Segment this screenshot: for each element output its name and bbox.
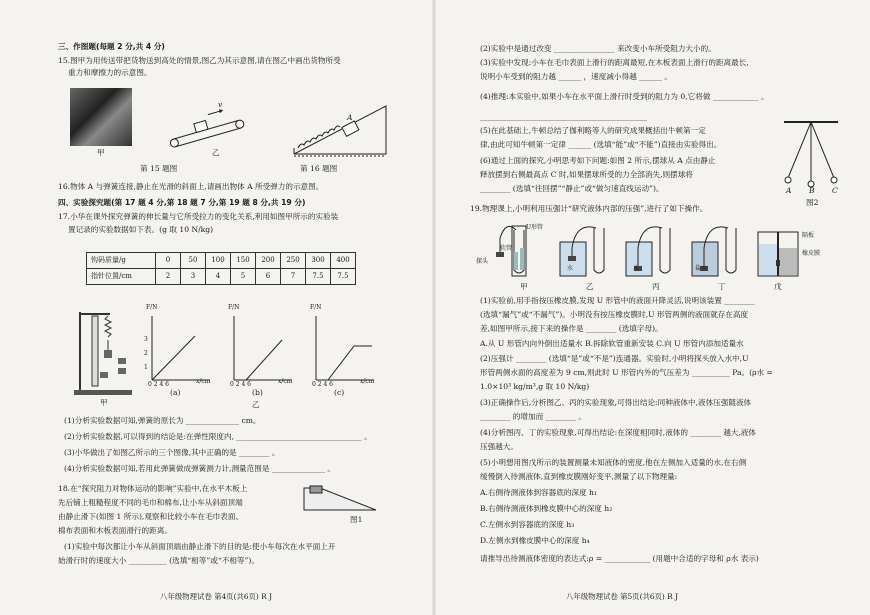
page-5	[436, 0, 870, 615]
graph-b-xt: 0 2 4 6	[230, 381, 251, 388]
fig15-v-label: v	[218, 100, 223, 109]
graph-a	[152, 316, 210, 380]
conveyor-diagram	[160, 98, 250, 154]
graph-b-xlabel: x/cm	[278, 378, 293, 385]
page-4-footer: 八年级物理试卷 第4页(共6页) R J	[160, 592, 273, 601]
graph-c	[316, 316, 374, 380]
q18-5-line1: (5)在此基础上,牛顿总结了伽利略等人的研究成果概括出牛顿第一定	[480, 126, 706, 135]
q18-5-line2: 律,由此可知牛顿第一定律 ______ (选填“能”或“不能”)直接由实验得出。	[480, 140, 722, 149]
q19-5-option-d: D.左侧水到橡皮膜中心的深度 h₄	[480, 536, 590, 545]
q19-5-option-b: B.右侧待测液体到橡皮膜中心的深度 h₂	[480, 504, 613, 513]
q19-4-line1: (4)分析图丙、丁的实验现象,可得出结论:在深度相同时,液体的 ________ 越大,液体	[480, 428, 756, 437]
page-5-footer: 八年级物理试卷 第5页(共6页) R J	[566, 592, 679, 601]
conveyor-photo	[70, 88, 132, 146]
q18-6-line1: (6)通过上面的探究,小明思考如下问题:如图 2 所示,摆球从 A 点由静止	[480, 156, 716, 165]
q17-3: (3)小华做出了如图乙所示的三个图像,其中正确的是 ________ 。	[64, 448, 280, 457]
q18-3-line2: 说明小车受到的阻力越 ______ ，速度减小得越 ______ 。	[480, 72, 672, 81]
table-cell: 3	[181, 269, 206, 285]
graph-c-ylabel: F/N	[310, 304, 322, 311]
fig2-caption: 图2	[806, 198, 819, 207]
q18-2: (2)实验中是通过改变 ________________ 来改变小车所受阻力大小的。	[480, 44, 716, 53]
table-cell: 5	[231, 269, 256, 285]
fig1-caption: 图1	[350, 515, 363, 524]
table-cell: 0	[156, 253, 181, 269]
utube-label: U形管	[526, 224, 544, 231]
fig16-caption: 第 16 题图	[300, 164, 338, 173]
table-row-pointer	[87, 269, 356, 285]
container-wu	[758, 232, 798, 276]
fig19-ding-label: 丁	[718, 282, 726, 291]
table-header-cell: 钩码质量/g	[87, 253, 156, 269]
q19-5-option-a: A.右侧待测液体到容器底的深度 h₁	[480, 488, 597, 497]
fig19-yi-label: 乙	[586, 282, 594, 291]
table-cell: 7.5	[306, 269, 331, 285]
q19-3-line1: (3)正确操作后,分析图乙、丙的实验现象,可得出结论:同种液体中,液体压强随液体	[480, 398, 752, 407]
q19-text: 19.物理课上,小明利用压强计“研究液体内部的压强”,进行了如下操作。	[470, 204, 708, 213]
q19-3-line2: ________ 的增加而 ________ 。	[480, 412, 586, 421]
force-extension-graphs	[140, 310, 380, 390]
q18-6-line2: 释放摆到右侧最高点 C 时,如果摆球所受的力全部消失,则摆球将	[480, 170, 693, 179]
table-cell: 7	[281, 269, 306, 285]
table-header-cell: 指针位置/cm	[87, 269, 156, 285]
water-label-yi: 水	[567, 265, 574, 272]
graph-c-xlabel: x/cm	[360, 378, 375, 385]
incline-cart-diagram	[300, 482, 380, 514]
q18-line3: 由静止滑下(如图 1 所示),观察和比较小车在毛巾表面、	[58, 512, 244, 521]
hose-label: 软管	[500, 245, 513, 252]
q18-line2: 先后铺上粗糙程度不同的毛巾和棉布,让小车从斜面顶端	[58, 498, 243, 507]
q17-1: (1)分析实验数据可知,弹簧的原长为 ______________ cm。	[64, 416, 261, 425]
rubber-membrane-label: 橡皮膜	[802, 250, 821, 257]
q18-1-line2: 始滑行时的速度大小 __________ (选填“相等”或“不相等”)。	[58, 556, 259, 565]
table-cell: 7.5	[331, 269, 356, 285]
graph-a-label: (a)	[170, 388, 181, 397]
graph-c-label: (c)	[334, 388, 345, 397]
fig19-jia-label: 甲	[520, 282, 528, 291]
q17-4: (4)分析实验数据可知,若用此弹簧做成弹簧测力计,测量范围是 ______________ 。	[64, 464, 336, 473]
q19-1-line1: (1)实验前,用手指按压橡皮膜,发现 U 形管中的液面升降灵活,说明该装置 ________	[480, 296, 755, 305]
pendulum-c-label: C	[832, 186, 838, 195]
graph-a-yt1: 1	[144, 364, 148, 371]
q16-text: 16.物体 A 与弹簧连接,静止在光滑的斜面上,请画出物体 A 所受弹力的示意图。	[58, 182, 324, 191]
table-cell: 250	[281, 253, 306, 269]
fig17-jia-label: 甲	[100, 398, 108, 407]
probe-label: 探头	[476, 258, 489, 265]
table-cell: 400	[331, 253, 356, 269]
graph-a-xlabel: x/cm	[196, 378, 211, 385]
partition-label: 隔板	[802, 232, 815, 239]
q19-2-line3: 1.0×10³ kg/m³,g 取 10 N/kg)	[480, 382, 590, 391]
q18-6-line3: ________ (选填“往回摆”“静止”或“做匀速直线运动”)。	[480, 184, 664, 193]
q19-1-line3: 差,如图甲所示,接下来的操作是 ________ (选填字母)。	[480, 324, 663, 333]
graph-b	[234, 316, 292, 380]
q19-4-line2: 压强越大。	[480, 442, 518, 451]
graph-a-ylabel: F/N	[146, 304, 158, 311]
q15-line2: 重力和摩擦力的示意图。	[68, 68, 152, 77]
section-4-heading: 四、实验探究题(第 17 题 4 分,第 18 题 7 分,第 19 题 8 分,共 19 分)	[58, 198, 306, 207]
q18-line1: 18.在“探究阻力对物体运动的影响”实验中,在水平木板上	[58, 484, 248, 493]
water-label-bing: 水	[633, 265, 640, 272]
q19-5-line2: 缓慢倒入待测液体,直到橡皮膜刚好变平,测量了以下物理量:	[480, 472, 678, 481]
q19-2-line2: 形管两侧水面的高度差为 9 cm,则此时 U 形管内外的气压差为 __________ Pa。(ρ水 =	[480, 368, 773, 377]
q19-1-line2: (选填“漏气”或“不漏气”)。小明没有按压橡皮膜时,U 形管两侧的液面就存在高度	[480, 310, 749, 319]
table-cell: 50	[181, 253, 206, 269]
q18-1-line1: (1)实验中每次都让小车从斜面顶端由静止滑下的目的是:使小车每次在水平面上开	[64, 542, 336, 551]
fig19-wu-label: 戊	[774, 282, 782, 291]
table-row-mass	[87, 253, 356, 269]
pendulum-a-label: A	[786, 186, 792, 195]
table-cell: 100	[206, 253, 231, 269]
q19-1-options: A.从 U 形管内向外倒出适量水 B.拆除软管重新安装 C.向 U 形管内添加适量水	[480, 339, 744, 348]
spring-apparatus	[70, 306, 136, 398]
table-cell: 200	[256, 253, 281, 269]
graph-b-label: (b)	[252, 388, 263, 397]
page-4	[0, 0, 432, 615]
q18-3-line1: (3)实验中发现:小车在毛巾表面上滑行的距离最短,在木板表面上滑行的距离最长,	[480, 58, 749, 67]
q19-2-line1: (2)压强计 ________ (选填“是”或“不是”)连通器。实验时,小明将探头放入水中,U	[480, 354, 749, 363]
fig15-caption: 第 15 题图	[140, 164, 178, 173]
q17-line2: 置记录的实验数据如下表。(g 取 10 N/kg)	[68, 225, 214, 234]
table-cell: 150	[231, 253, 256, 269]
fig15-yi-label: 乙	[212, 148, 220, 157]
table-cell: 300	[306, 253, 331, 269]
q19-5-option-c: C.左侧水到容器底的深度 h₃	[480, 520, 575, 529]
graph-a-yt3: 3	[144, 336, 148, 343]
incline-spring-diagram	[290, 100, 390, 158]
q17-line1: 17.小华在课外探究弹簧的伸长量与它所受拉力的变化关系,利用如图甲所示的实验装	[58, 212, 339, 221]
fig17-yi-label: 乙	[252, 400, 260, 409]
table-cell: 6	[256, 269, 281, 285]
pendulum-b-label: B	[809, 186, 815, 195]
section-3-heading: 三、作图题(每题 2 分,共 4 分)	[58, 42, 165, 51]
q18-4-blank-line: ____________________________________________	[480, 112, 648, 121]
q19-5-line1: (5)小明想用图戊所示的装置测量未知液体的密度,他在左侧加入适量的水,在右侧	[480, 458, 747, 467]
fig16-a-label: A	[347, 113, 353, 122]
q19-5-expression: 请推导出待测液体密度的表达式:ρ = ____________ (用题中合适的字母和 ρ水 表示)	[480, 554, 759, 563]
q15-line1: 15.图甲为用传送带把货物送到高处的情景,图乙为其示意图,请在图乙中画出货物所受	[58, 56, 341, 65]
graph-a-yt2: 2	[144, 350, 148, 357]
spring-data-table	[86, 252, 356, 285]
saltwater-label: 盐水	[695, 265, 708, 272]
graph-c-xt: 0 2 4 6	[312, 381, 333, 388]
fig15-jia-label: 甲	[97, 148, 105, 157]
graph-b-ylabel: F/N	[228, 304, 240, 311]
table-cell: 2	[156, 269, 181, 285]
q17-2: (2)分析实验数据,可以得到的结论是:在弹性限度内, _________________________________ 。	[64, 432, 372, 441]
q18-line4: 棉布表面和木板表面滑行的距离。	[58, 526, 172, 535]
q18-4: (4)推理:本实验中,如果小车在水平面上滑行时受到的阻力为 0,它将做 ____________ 。	[480, 92, 769, 101]
graph-a-xt: 0 2 4 6	[148, 381, 169, 388]
table-cell: 4	[206, 269, 231, 285]
fig19-bing-label: 丙	[652, 282, 660, 291]
